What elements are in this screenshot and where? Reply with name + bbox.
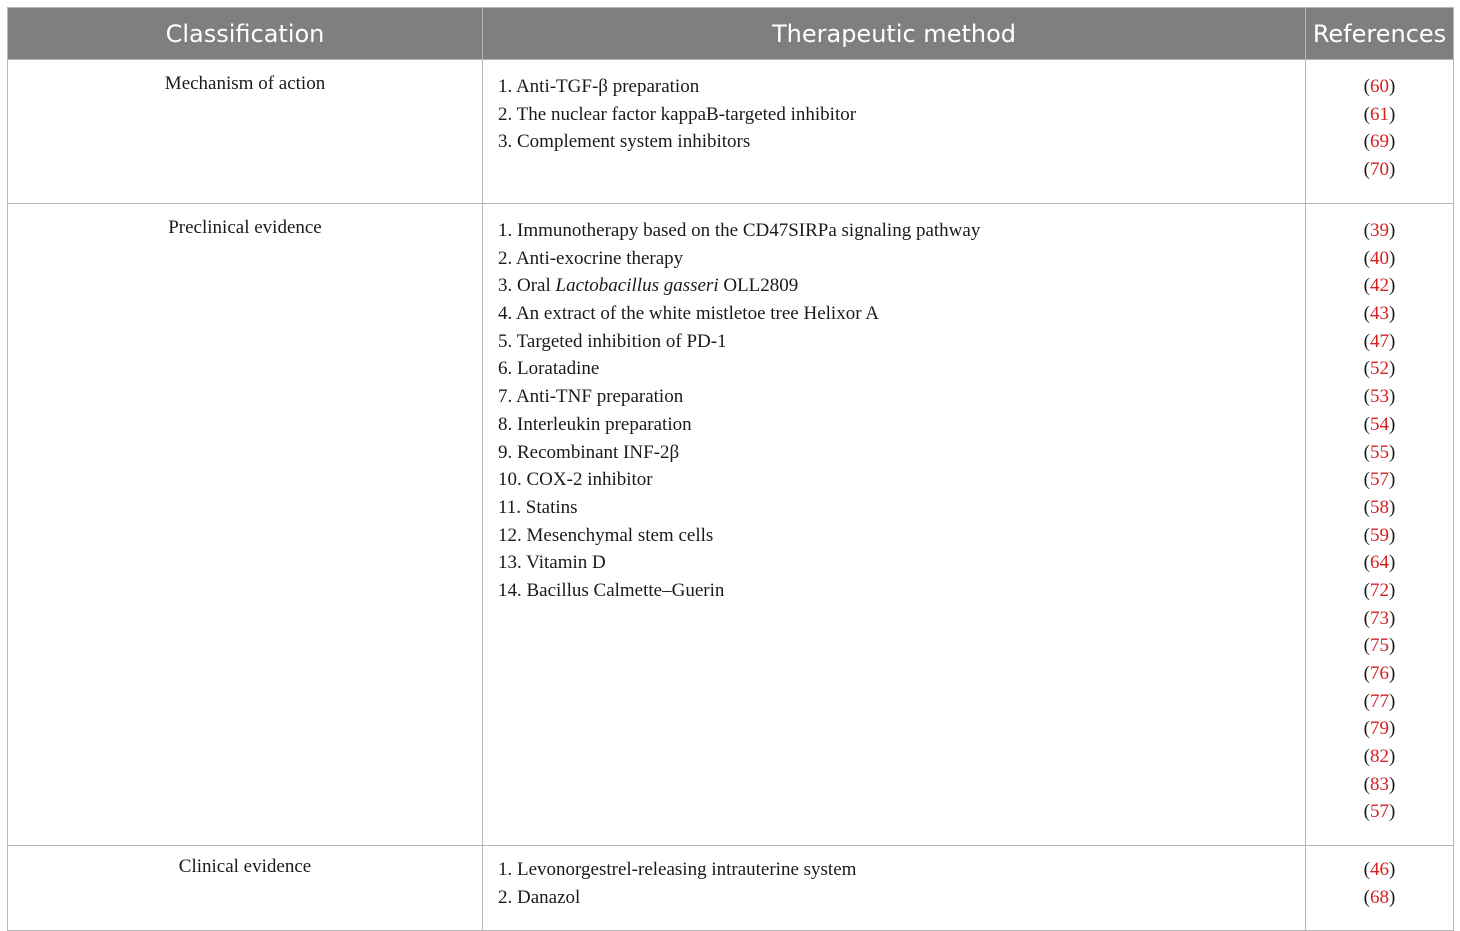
reference-link[interactable]: (76): [1363, 663, 1396, 684]
reference-link[interactable]: (46): [1363, 859, 1396, 880]
header-row: [8, 8, 1454, 60]
method-item: 12. Mesenchymal stem cells: [498, 524, 714, 546]
reference-link[interactable]: (52): [1363, 358, 1396, 380]
reference-link[interactable]: (47): [1363, 330, 1396, 352]
table-row: [8, 60, 1454, 204]
reference-link[interactable]: (59): [1363, 524, 1396, 546]
therapy-table: [7, 7, 1454, 931]
method-item: 6. Loratadine: [498, 358, 600, 380]
reference-link[interactable]: (82): [1363, 746, 1396, 768]
classification-label: Preclinical evidence: [168, 217, 322, 238]
method-item: 1. Levonorgestrel-releasing intrauterine system: [498, 859, 857, 880]
classification-cell: [8, 60, 483, 204]
header-therapeutic-method: Therapeutic method: [483, 8, 1306, 60]
reference-link[interactable]: (61): [1363, 103, 1396, 125]
method-item: 11. Statins: [498, 496, 578, 518]
reference-link[interactable]: (72): [1363, 579, 1396, 601]
method-item: 3. Complement system inhibitors: [498, 131, 751, 153]
table-row: [8, 846, 1454, 931]
classification-cell: [8, 204, 483, 846]
method-item: 4. An extract of the white mistletoe tree Helixor A: [498, 303, 879, 325]
method-item: 2. The nuclear factor kappaB-targeted inhibitor: [498, 103, 857, 125]
reference-link[interactable]: (64): [1363, 552, 1396, 574]
table-row: [8, 204, 1454, 846]
method-item: 8. Interleukin preparation: [498, 413, 692, 435]
reference-link[interactable]: (70): [1363, 159, 1396, 181]
reference-link[interactable]: (83): [1363, 773, 1396, 795]
reference-link[interactable]: (55): [1363, 441, 1396, 463]
references-cell: [1306, 60, 1454, 204]
reference-link[interactable]: (42): [1363, 275, 1396, 297]
reference-link[interactable]: (43): [1363, 303, 1396, 325]
reference-link[interactable]: (77): [1363, 690, 1396, 712]
reference-link[interactable]: (54): [1363, 413, 1396, 435]
reference-link[interactable]: (53): [1363, 386, 1396, 408]
reference-link[interactable]: (57): [1363, 801, 1396, 823]
method-item: 3. Oral Lactobacillus gasseri OLL2809: [498, 275, 799, 297]
header-classification: Classification: [8, 8, 483, 60]
method-cell: [483, 60, 1306, 204]
method-cell: [483, 846, 1306, 931]
method-item: 7. Anti-TNF preparation: [498, 386, 684, 408]
method-item: 2. Danazol: [498, 886, 581, 908]
reference-link[interactable]: (40): [1363, 247, 1396, 269]
method-item: 1. Immunotherapy based on the CD47SIRPa signaling pathway: [498, 220, 981, 241]
method-item: 2. Anti-exocrine therapy: [498, 247, 684, 269]
reference-link[interactable]: (69): [1363, 131, 1396, 153]
reference-link[interactable]: (68): [1363, 886, 1396, 908]
classification-label: Clinical evidence: [178, 856, 312, 877]
method-item: 13. Vitamin D: [498, 552, 606, 574]
method-item: 1. Anti-TGF-β preparation: [498, 76, 700, 97]
reference-link[interactable]: (58): [1363, 496, 1396, 518]
method-cell: [483, 204, 1306, 846]
references-cell: [1306, 846, 1454, 931]
method-item: 10. COX-2 inhibitor: [498, 469, 653, 491]
method-item: 9. Recombinant INF-2β: [498, 441, 680, 463]
reference-link[interactable]: (75): [1363, 635, 1396, 657]
references-cell: [1306, 204, 1454, 846]
classification-cell: [8, 846, 483, 931]
method-item: 5. Targeted inhibition of PD-1: [498, 330, 727, 352]
classification-label: Mechanism of action: [164, 73, 326, 94]
reference-link[interactable]: (39): [1363, 220, 1396, 241]
method-item: 14. Bacillus Calmette–Guerin: [498, 579, 725, 601]
reference-link[interactable]: (73): [1363, 607, 1396, 629]
reference-link[interactable]: (57): [1363, 469, 1396, 491]
reference-link[interactable]: (79): [1363, 718, 1396, 740]
header-references: References: [1306, 8, 1454, 60]
reference-link[interactable]: (60): [1363, 76, 1396, 97]
